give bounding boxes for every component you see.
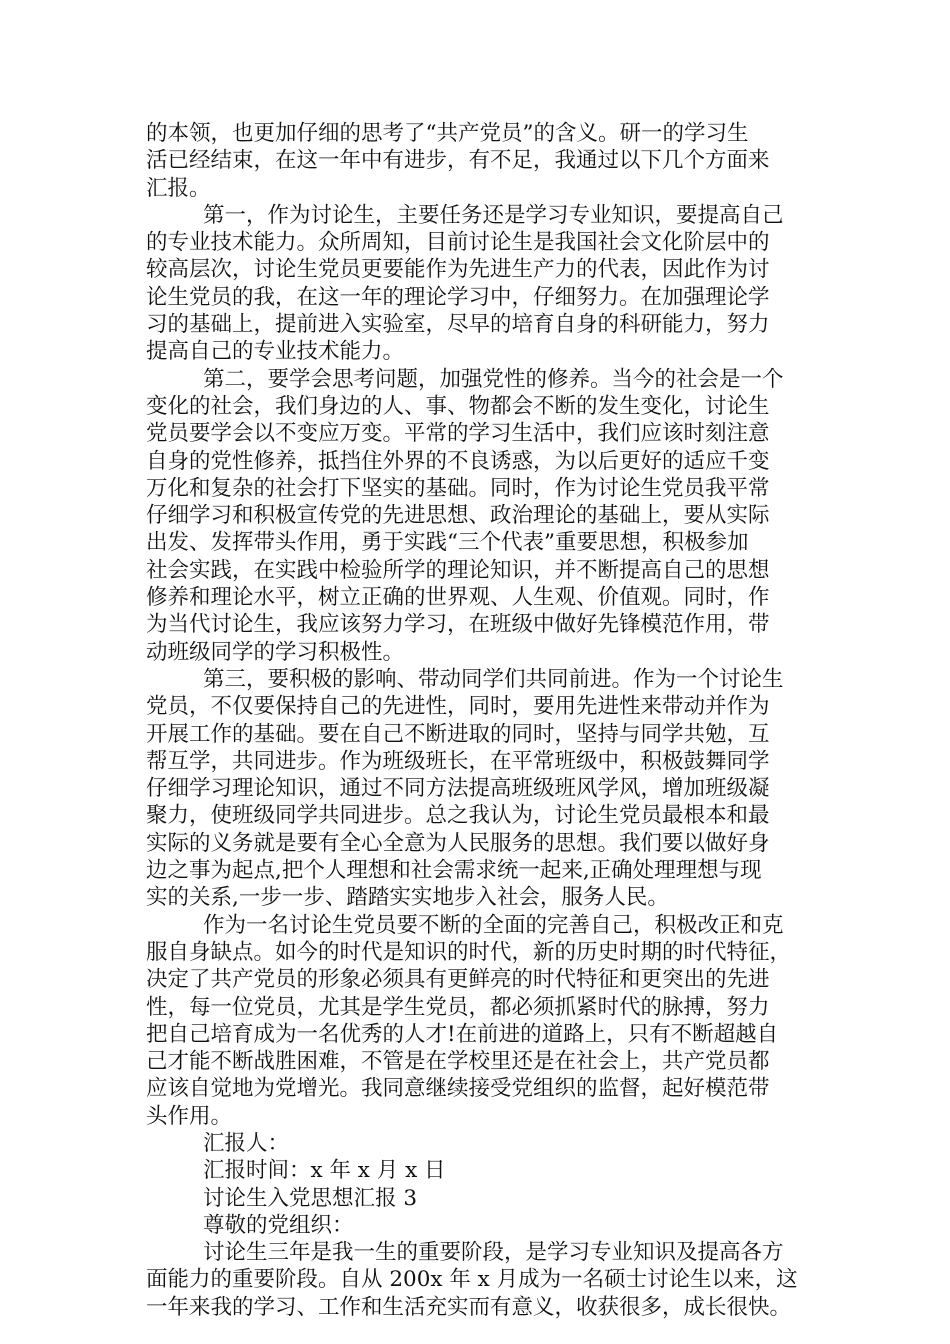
text-line: 的专业技术能力。众所周知，目前讨论生是我国社会文化阶层中的	[146, 230, 770, 256]
text-line: 讨论生入党思想汇报 3	[203, 1185, 418, 1211]
text-line: 较高层次，讨论生党员更要能作为先进生产力的代表，因此作为讨	[146, 257, 770, 283]
text-line: 党员要学会以不变应万变。平常的学习生活中，我们应该时刻注意	[146, 421, 770, 447]
document-page	[146, 120, 824, 1321]
text-line: 仔细学习理论知识，通过不同方法提高班级班风学风，增加班级凝	[146, 776, 770, 802]
text-line: 第一，作为讨论生，主要任务还是学习专业知识，要提高自己	[203, 202, 784, 228]
text-line: 动班级同学的学习积极性。	[146, 639, 405, 665]
text-line: 开展工作的基础。要在自己不断进取的同时，坚持与同学共勉，互	[146, 721, 770, 747]
text-line: 性，每一位党员，尤其是学生党员，都必须抓紧时代的脉搏，努力	[146, 994, 770, 1020]
text-line: 汇报时间：x 年 x 月 x 日	[203, 1158, 446, 1184]
text-line: 一年来我的学习、工作和生活充实而有意义，收获很多，成长很快。	[146, 1294, 792, 1320]
text-line: 帮互学，共同进步。作为班级班长，在平常班级中，积极鼓舞同学	[146, 748, 770, 774]
text-line: 出发、发挥带头作用，勇于实践“三个代表”重要思想，积极参加	[146, 530, 749, 556]
text-line: 实际的义务就是要有全心全意为人民服务的思想。我们要以做好身	[146, 830, 770, 856]
text-line: 修养和理论水平，树立正确的世界观、人生观、价值观。同时，作	[146, 585, 770, 611]
text-line: 头作用。	[146, 1103, 233, 1129]
text-line: 应该自觉地为党增光。我同意继续接受党组织的监督，起好模范带	[146, 1076, 770, 1102]
text-line: 讨论生三年是我一生的重要阶段，是学习专业知识及提高各方	[203, 1240, 784, 1266]
text-line: 为当代讨论生，我应该努力学习，在班级中做好先锋模范作用，带	[146, 612, 770, 638]
text-line: 习的基础上，提前进入实验室，尽早的培育自身的科研能力，努力	[146, 312, 770, 338]
text-line: 变化的社会，我们身边的人、事、物都会不断的发生变化，讨论生	[146, 393, 770, 419]
text-line: 己才能不断战胜困难，不管是在学校里还是在社会上，共产党员都	[146, 1049, 770, 1075]
text-line: 决定了共产党员的形象必须具有更鲜亮的时代特征和更突出的先进	[146, 967, 770, 993]
text-line: 边之事为起点,把个人理想和社会需求统一起来,正确处理理想与现	[146, 858, 762, 884]
text-line: 党员，不仅要保持自己的先进性，同时，要用先进性来带动并作为	[146, 694, 770, 720]
text-line: 把自己培育成为一名优秀的人才!在前进的道路上，只有不断超越自	[146, 1021, 779, 1047]
text-line: 自身的党性修养，抵挡住外界的不良诱惑，为以后更好的适应千变	[146, 448, 770, 474]
text-line: 作为一名讨论生党员要不断的全面的完善自己，积极改正和克	[203, 912, 784, 938]
text-line: 的本领，也更加仔细的思考了“共产党员”的含义。研一的学习生	[146, 121, 749, 146]
text-line: 聚力，使班级同学共同进步。总之我认为，讨论生党员最根本和最	[146, 803, 770, 829]
text-line: 尊敬的党组织：	[203, 1212, 354, 1238]
text-line: 第二，要学会思考问题，加强党性的修养。当今的社会是一个	[203, 366, 784, 392]
text-line: 活已经结束，在这一年中有进步，有不足，我通过以下几个方面来	[146, 148, 770, 174]
text-line: 面能力的重要阶段。自从 200x 年 x 月成为一名硕士讨论生以来，这	[146, 1267, 798, 1293]
text-line: 社会实践，在实践中检验所学的理论知识，并不断提高自己的思想	[146, 557, 770, 583]
text-line: 仔细学习和积极宣传党的先进思想、政治理论的基础上，要从实际	[146, 503, 770, 529]
text-line: 汇报人：	[203, 1130, 290, 1156]
text-line: 服自身缺点。如今的时代是知识的时代，新的历史时期的时代特征，	[146, 939, 792, 965]
text-line: 论生党员的我，在这一年的理论学习中，仔细努力。在加强理论学	[146, 284, 770, 310]
text-line: 提高自己的专业技术能力。	[146, 339, 405, 365]
text-line: 万化和复杂的社会打下坚实的基础。同时，作为讨论生党员我平常	[146, 475, 770, 501]
text-line: 实的关系,一步一步、踏踏实实地步入社会，服务人民。	[146, 885, 669, 911]
text-line: 第三，要积极的影响、带动同学们共同前进。作为一个讨论生	[203, 666, 784, 692]
text-line: 汇报。	[146, 175, 211, 201]
